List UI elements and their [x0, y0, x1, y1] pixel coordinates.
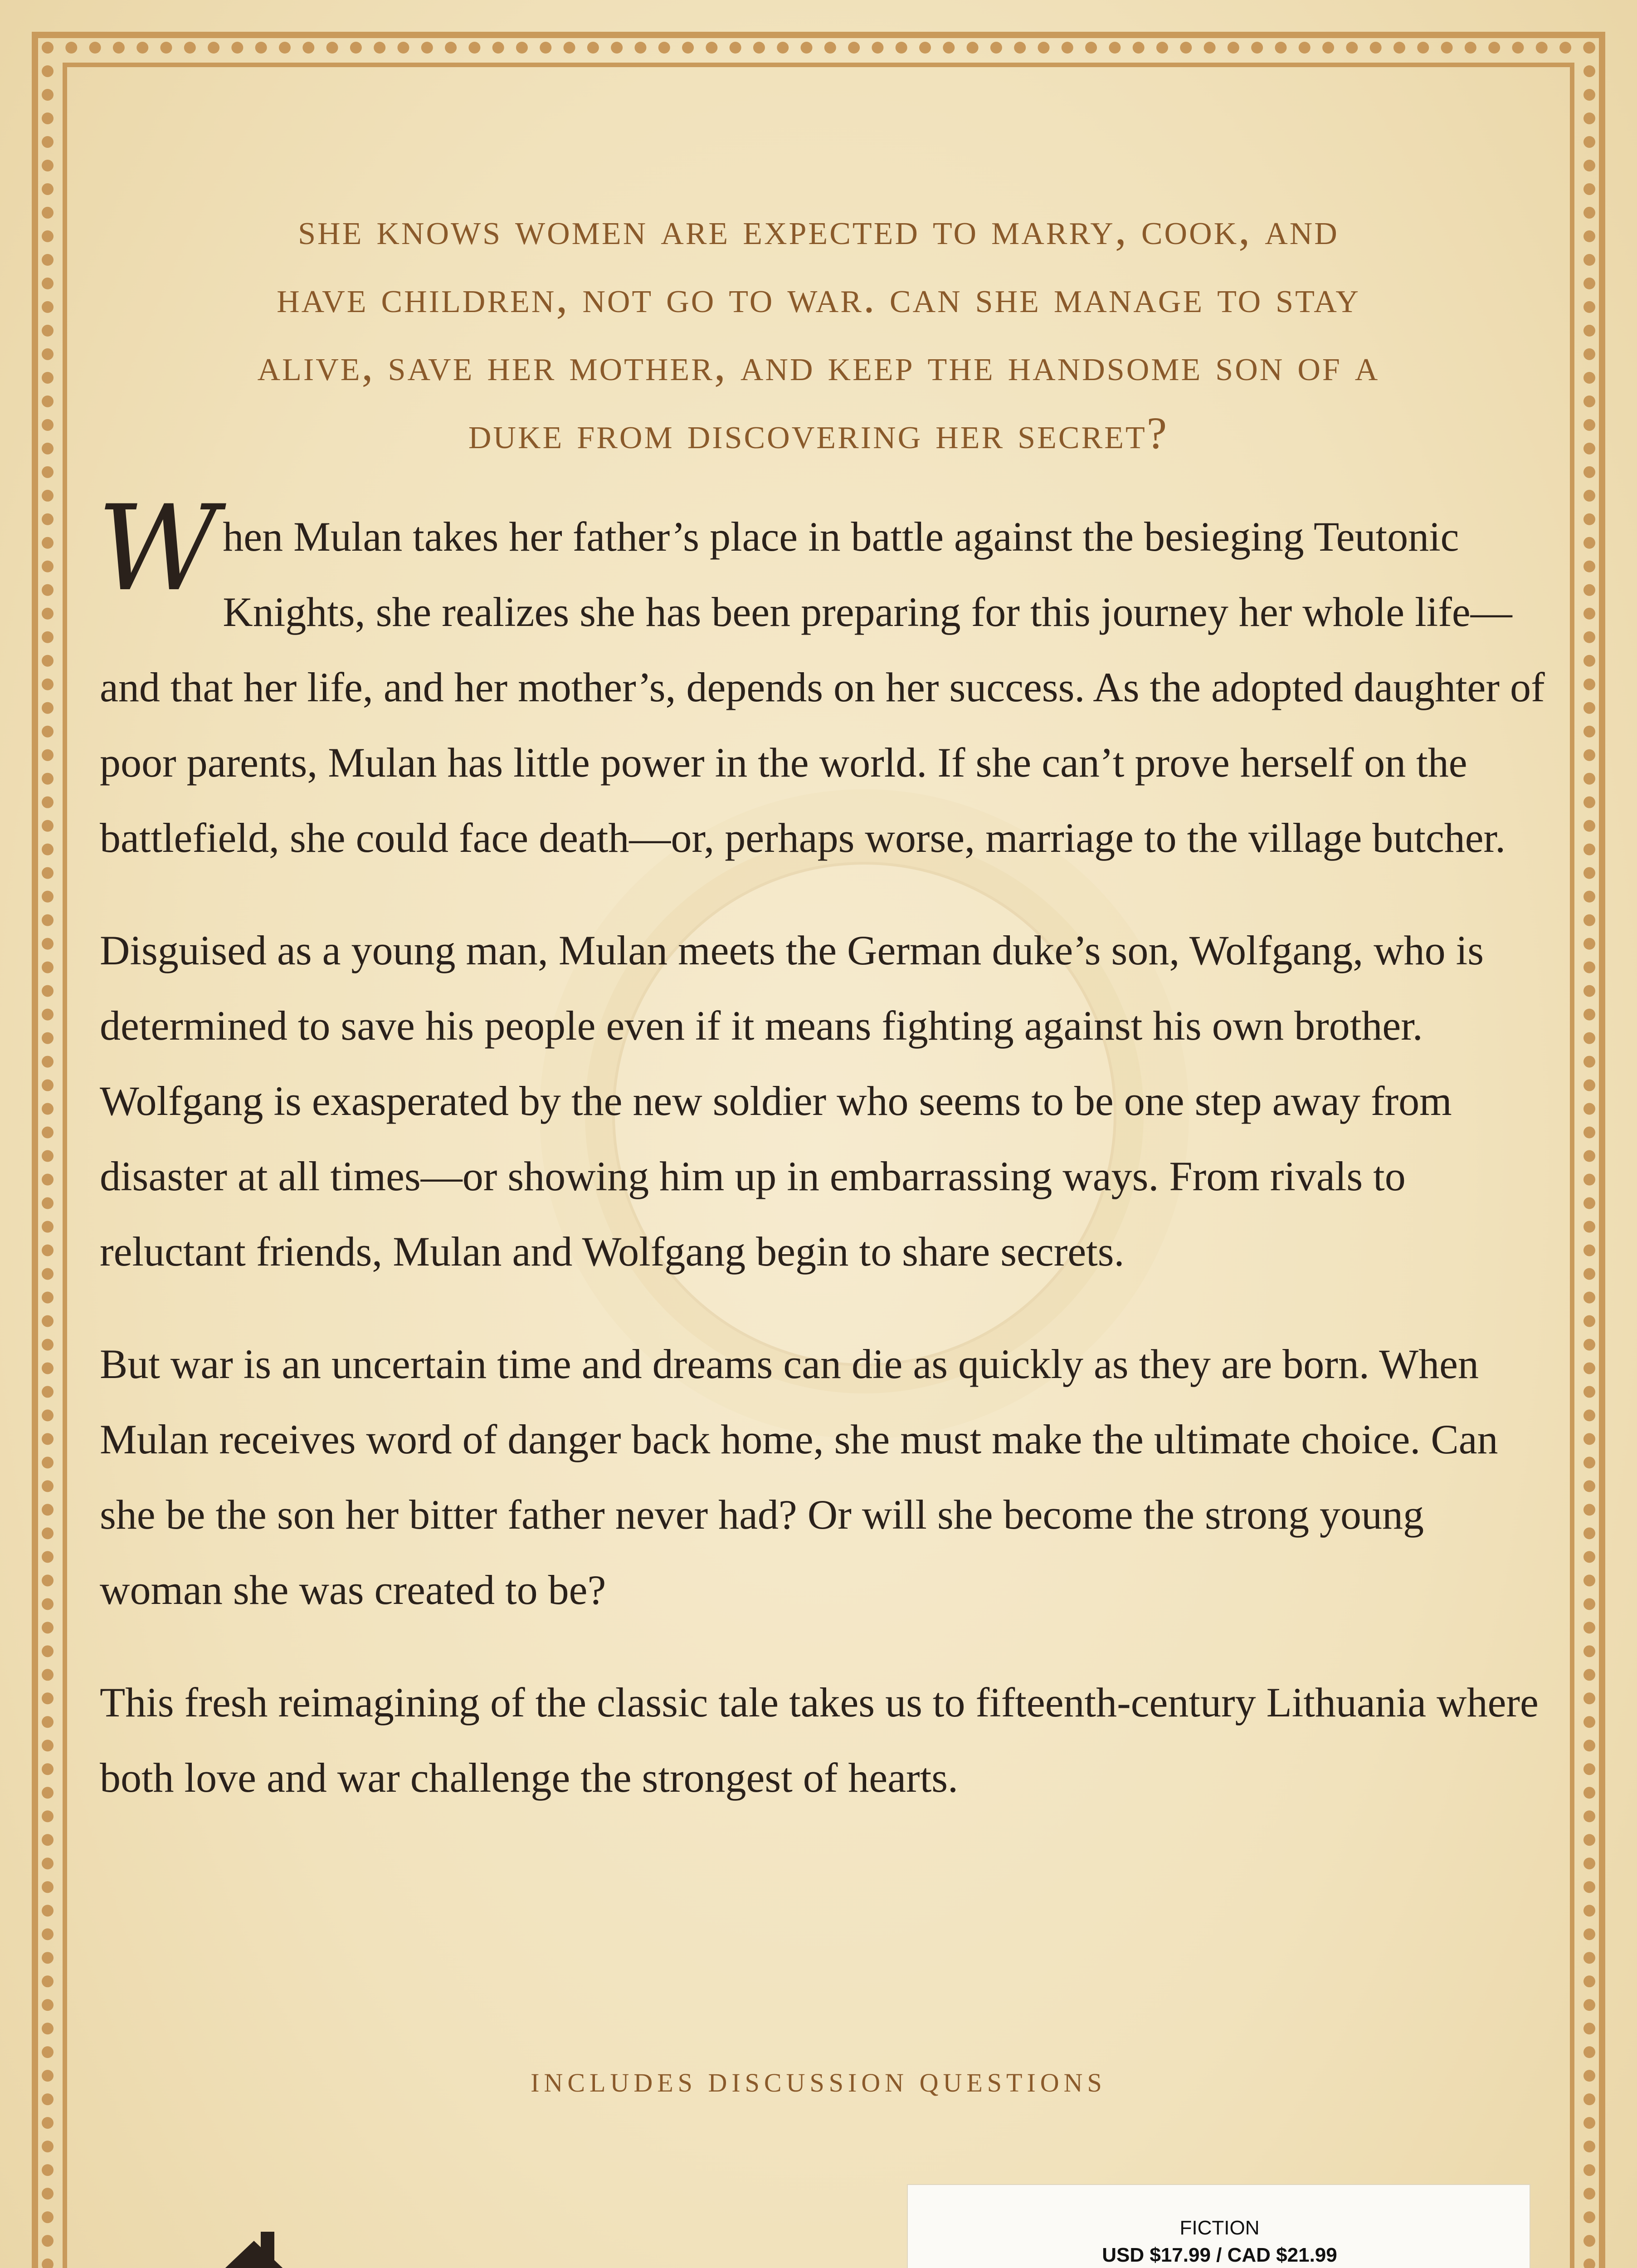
tagline-line: duke from discovering her secret?: [468, 408, 1169, 458]
synopsis-paragraph-3: But war is an uncertain time and dreams can die as quickly as they are born. When Mulan receives word of danger back home, she must make the ultimate choice. Can she be the son her bitter father never had? Or will she become the strong young woman she was created to be?: [100, 1341, 1498, 1613]
tagline-line: alive, save her mother, and keep the handsome son of a: [257, 340, 1380, 390]
synopsis: [97, 480, 1546, 1853]
paragraph-text: hen Mulan takes her father’s place in battle against the besieging Teutonic Knights, she realizes she has been preparing for this journey her whole life—and that her life, and her mother’s, depends on her success. As the adopted daughter of poor parents, Mulan has little power in the world. If she can’t prove herself on the battlefield, she could face death—or, perhaps worse, marriage to the village butcher.: [100, 513, 1545, 861]
drop-cap: W: [97, 480, 219, 617]
synopsis-paragraph-4: This fresh reimagining of the classic tale takes us to fifteenth-century Lithuania where both love and war challenge the strongest of hearts.: [100, 1679, 1539, 1801]
genre-label: FICTION: [1179, 2217, 1260, 2239]
tagline-line: she knows women are expected to marry, cook, and: [298, 204, 1339, 254]
synopsis-paragraph-2: Disguised as a young man, Mulan meets the German duke’s son, Wolfgang, who is determined to save his people even if it means fighting against his own brother. Wolfgang is exasperated by the new soldier who seems to be one step away from disaster at all times—or showing him up in embarrassing ways. From rivals to reluctant friends, Mulan and Wolfgang begin to share secrets.: [100, 927, 1484, 1275]
tagline: [91, 195, 1546, 467]
barcode-label: [907, 2184, 1530, 2268]
house-logo-icon: [206, 2223, 302, 2268]
publisher-logo: [95, 2223, 413, 2268]
tagline-line: have children, not go to war. can she manage to stay: [277, 272, 1360, 322]
discussion-note: INCLUDES DISCUSSION QUESTIONS: [531, 2068, 1106, 2097]
price-label: USD $17.99 / CAD $21.99: [1102, 2244, 1337, 2266]
synopsis-paragraph-1: [97, 480, 1546, 875]
